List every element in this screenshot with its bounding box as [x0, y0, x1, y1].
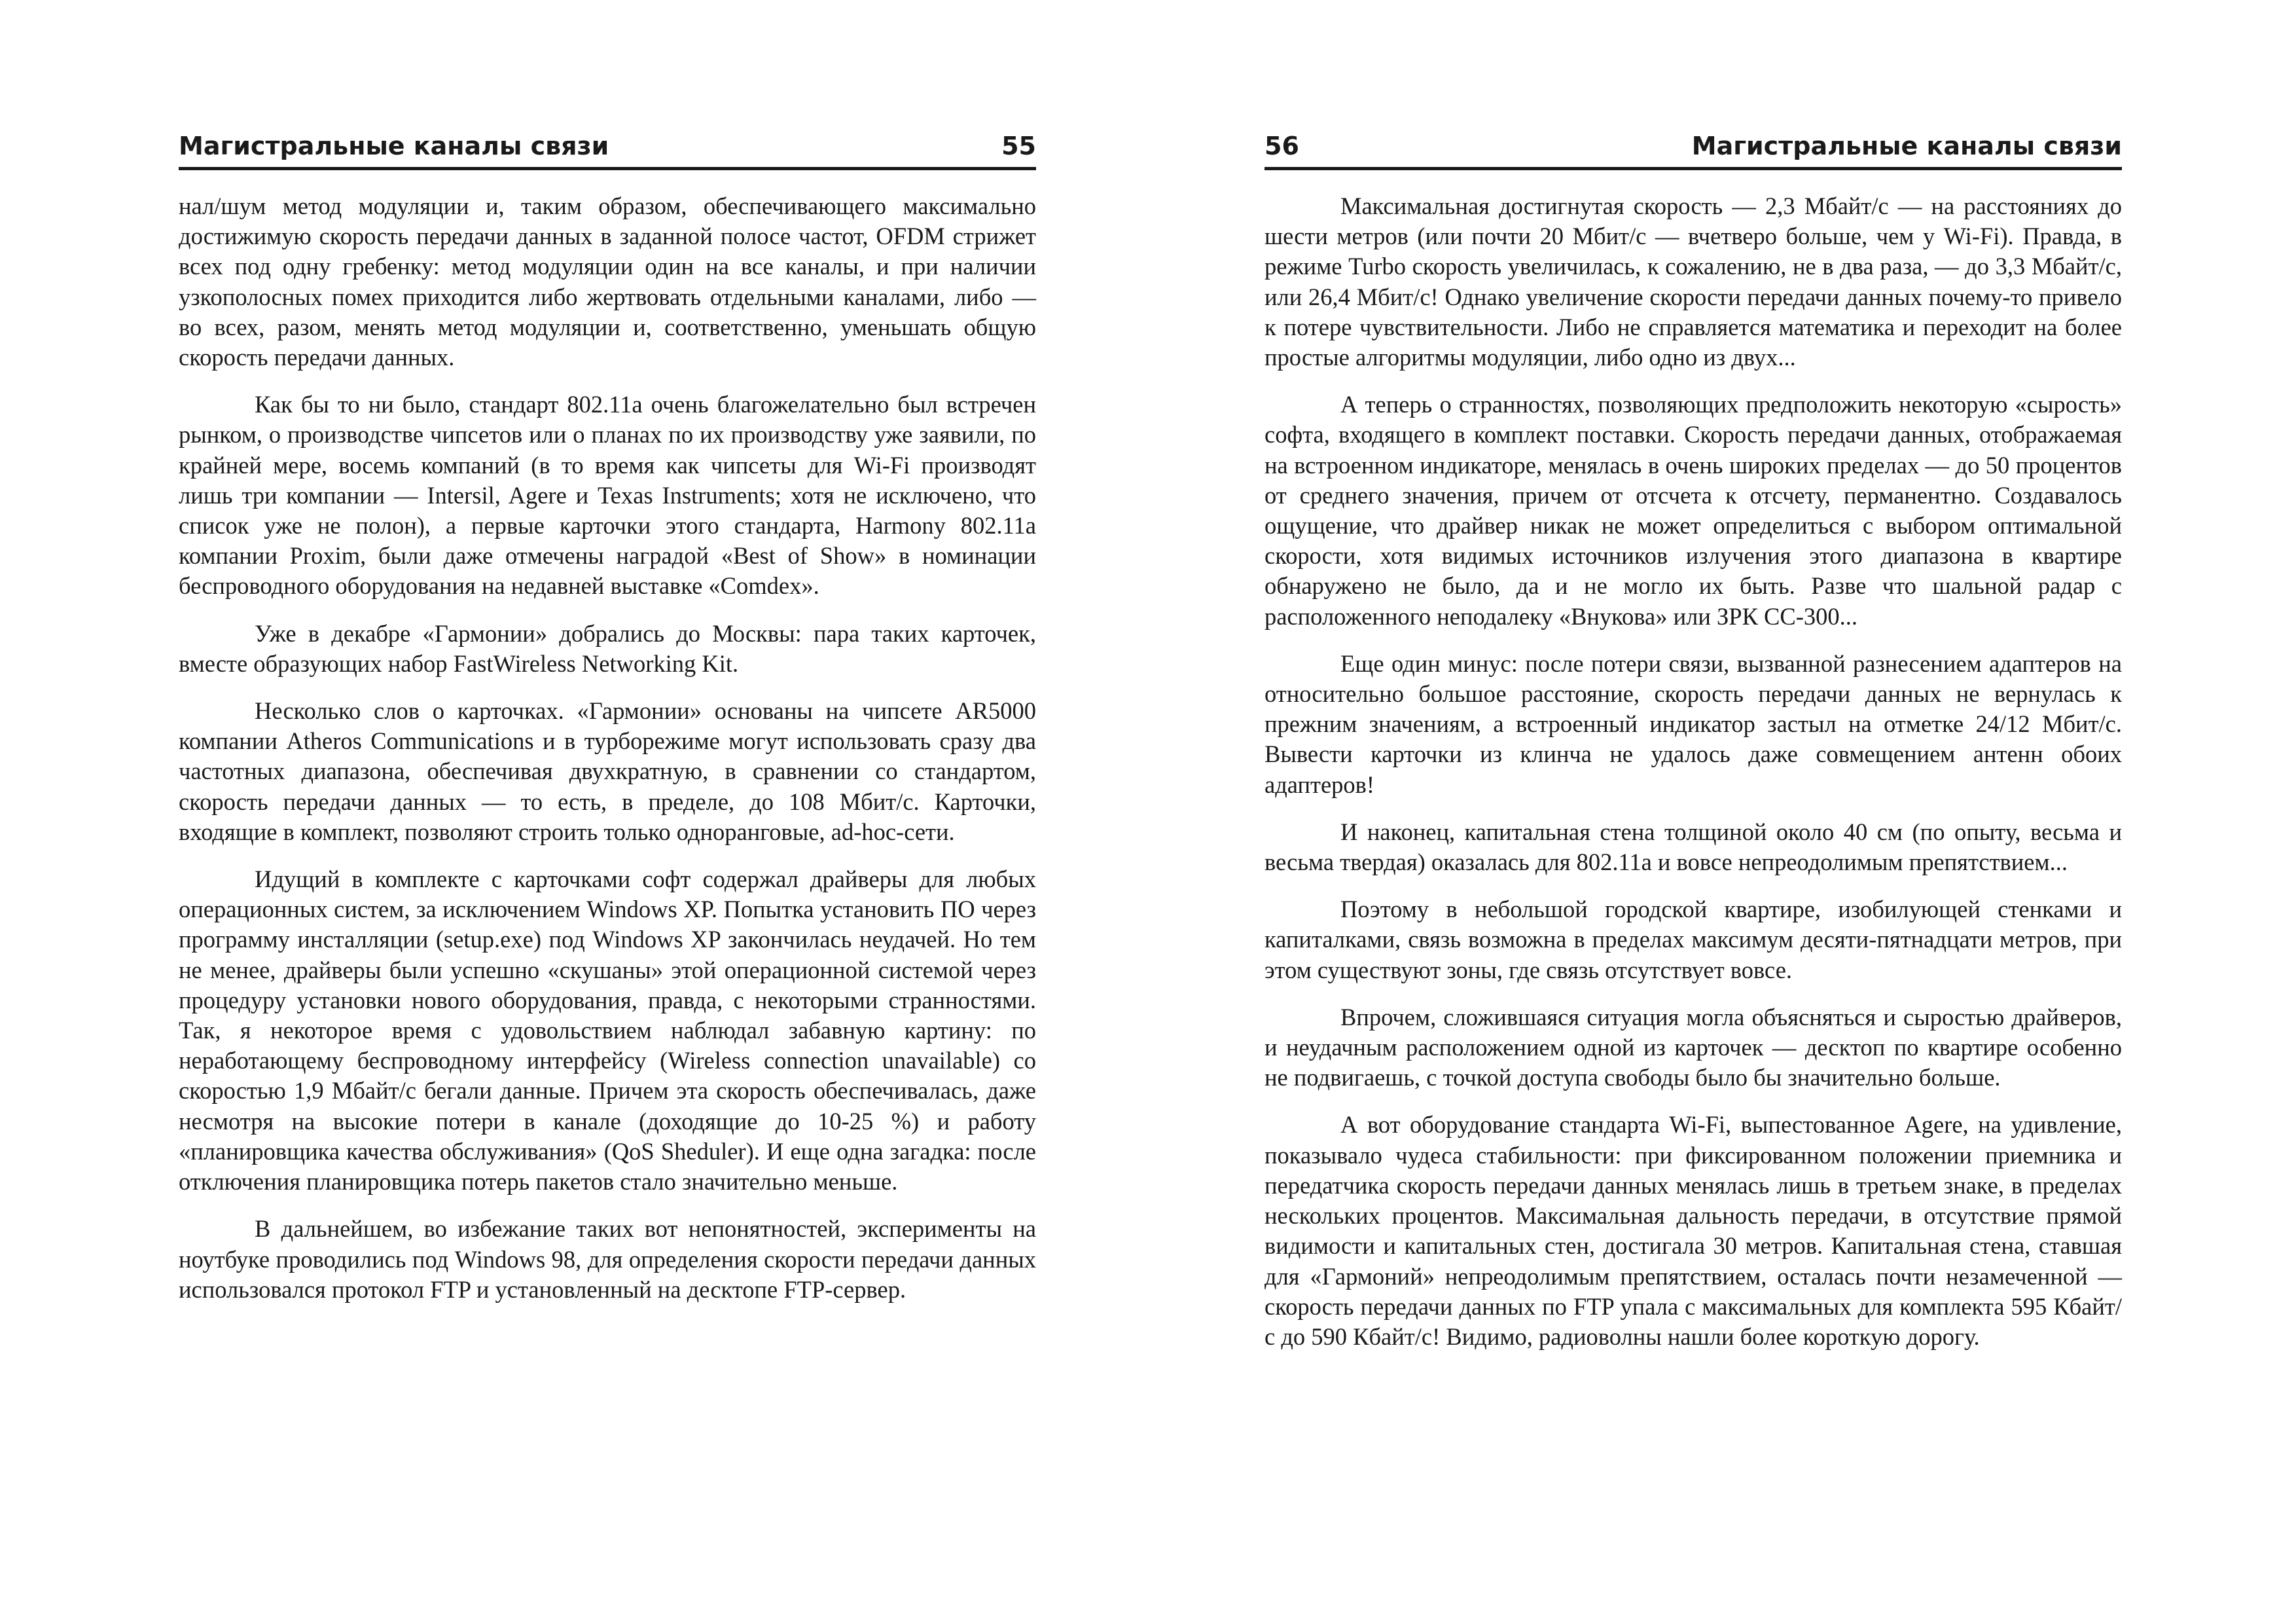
paragraph: нал/шум метод модуляции и, таким образом, обеспечивающего максимально достижимую скорость передачи данных в заданной полосе частот, OFDM стрижет всех под одну гребенку: метод модуляции один на все каналы, и при наличии узкополосных помех приходится либо жертвовать отдельными каналами, либо — во всех, разом, менять метод модуляции и, соответственно, уменьшать общую скорость передачи данных.	[179, 192, 1036, 371]
paragraph: А теперь о странностях, позволяющих предположить некоторую «сырость» софта, входящего в комплект поставки. Скорость передачи данных, отображаемая на встроенном индикаторе, менялась в очень широких пределах — до 50 процентов от среднего значения, причем от отсчета к отсчету, перманентно. Создавалось ощущение, что драйвер никак не может определиться с выбором оптимальной скорости, хотя видимых источников излучения этого диапазона в квартире обнаружено не было, да и не могло их быть. Разве что шальной радар с расположенного неподалеку «Внукова» или ЗРК СС-300...	[1265, 391, 2122, 630]
paragraph: Уже в декабре «Гармонии» добрались до Москвы: пара таких карточек, вместе образующих набор FastWireless Networking Kit.	[179, 619, 1036, 677]
right-body-text	[1265, 191, 2122, 1369]
paragraph: Несколько слов о карточках. «Гармонии» основаны на чипсете AR5000 компании Atheros Communications и в турборежиме могут использовать сразу два частотных диапазона, обеспечивая двухкратную, в сравнении со стандартом, скорость передачи данных — то есть, в пределе, до 108 Мбит/с. Карточки, входящие в комплект, позволяют строить только одноранговые, ad-hoc-сети.	[179, 697, 1036, 845]
right-header-title: Магистральные каналы связи	[1691, 132, 2122, 160]
right-page	[1148, 0, 2296, 1623]
right-page-number: 56	[1265, 132, 1299, 160]
paragraph: Как бы то ни было, стандарт 802.11a очень благожелательно был встречен рынком, о производстве чипсетов или о планах по их производству уже заявили, по крайней мере, восемь компаний (в то время как чипсеты для Wi-Fi производят лишь три компании — Intersil, Agere и Texas Instruments; хотя не исключено, что список уже не полон), а первые карточки этого стандарта, Harmony 802.11a компании Proxim, были даже отмечены наградой «Best of Show» в номинации беспроводного оборудования на недавней выставке «Comdex».	[179, 391, 1036, 600]
left-body-text	[179, 191, 1036, 1322]
left-running-head	[179, 124, 1036, 170]
right-running-head	[1265, 124, 2122, 170]
paragraph: Поэтому в небольшой городской квартире, изобилующей стенками и капиталками, связь возможна в пределах максимум десяти-пятнадцати метров, при этом существуют зоны, где связь отсутствует вовсе.	[1265, 896, 2122, 983]
paragraph: И наконец, капитальная стена толщиной около 40 см (по опыту, весьма и весьма твердая) оказалась для 802.11a и вовсе непреодолимым препятствием...	[1265, 818, 2122, 876]
paragraph: А вот оборудование стандарта Wi-Fi, выпестованное Agere, на удивление, показывало чудеса стабильности: при фиксированном положении приемника и передатчика скорость передачи данных менялась лишь в третьем знаке, в пределах нескольких процентов. Максимальная дальность передачи, в отсутствие прямой видимости и капитальных стен, достигала 30 метров. Капитальная стена, ставшая для «Гармоний» непреодолимым препятствием, осталась почти незамеченной — скорость передачи данных по FTP упала с максимальных для комплекта 595 Кбайт/с до 590 Кбайт/с! Видимо, радиоволны нашли более короткую дорогу.	[1265, 1111, 2122, 1350]
paragraph: Еще один минус: после потери связи, вызванной разнесением адаптеров на относительно большое расстояние, скорость передачи данных не вернулась к прежним значениям, а встроенный индикатор застыл на отметке 24/12 Мбит/с. Вывести карточки из клинча не удалось даже совмещением антенн обоих адаптеров!	[1265, 649, 2122, 798]
left-header-title: Магистральные каналы связи	[179, 132, 609, 160]
paragraph: Максимальная достигнутая скорость — 2,3 Мбайт/с — на расстояниях до шести метров (или почти 20 Мбит/с — вчетверо больше, чем у Wi-Fi). Правда, в режиме Turbo скорость увеличилась, к сожалению, не в два раза, — до 3,3 Мбайт/с, или 26,4 Мбит/с! Однако увеличение скорости передачи данных почему-то привело к потере чувствительности. Либо не справляется математика и переходит на более простые алгоритмы модуляции, либо одно из двух...	[1265, 192, 2122, 371]
paragraph: В дальнейшем, во избежание таких вот непонятностей, эксперименты на ноутбуке проводились под Windows 98, для определения скорости передачи данных использовался протокол FTP и установленный на десктопе FTP-сервер.	[179, 1215, 1036, 1303]
left-page-number: 55	[1001, 132, 1036, 160]
paragraph: Впрочем, сложившаяся ситуация могла объясняться и сыростью драйверов, и неудачным расположением одной из карточек — десктоп по квартире особенно не подвигаешь, с точкой доступа свободы было бы значительно больше.	[1265, 1003, 2122, 1091]
paragraph: Идущий в комплекте с карточками софт содержал драйверы для любых операционных систем, за исключением Windows XP. Попытка установить ПО через программу инсталляции (setup.exe) под Windows XP закончилась неудачей. Но тем не менее, драйверы были успешно «скушаны» этой операционной системой через процедуру установки нового оборудования, правда, с некоторыми странностями. Так, я некоторое время с удовольствием наблюдал забавную картину: по неработающему беспроводному интерфейсу (Wireless connection unavailable) со скоростью 1,9 Мбайт/с бегали данные. Причем эта скорость обеспечивалась, даже несмотря на высокие потери в канале (доходящие до 10-25 %) и работу «планировщика качества обслуживания» (QoS Sheduler). И еще одна загадка: после отключения планировщика потерь пакетов стало значительно меньше.	[179, 866, 1036, 1195]
